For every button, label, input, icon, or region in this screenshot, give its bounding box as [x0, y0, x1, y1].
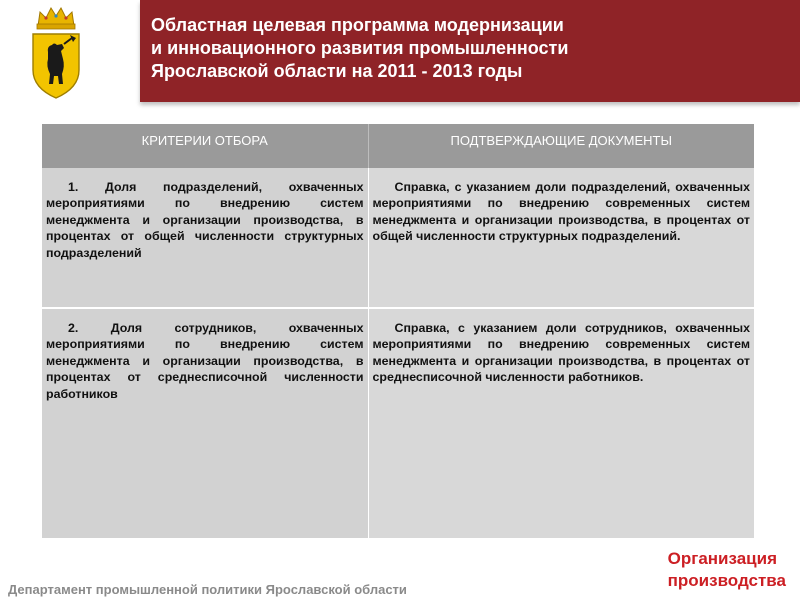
table-row	[42, 308, 754, 538]
criteria-table	[42, 124, 754, 538]
footer-department: Департамент промышленной политики Ярославской области	[8, 582, 407, 597]
document-cell	[368, 168, 754, 308]
table-row	[42, 168, 754, 308]
criterion-cell	[42, 308, 368, 538]
header-bar	[140, 0, 800, 102]
section-label-line-1: Организация	[667, 549, 778, 568]
section-label-line-2: производства	[667, 571, 786, 590]
section-label	[668, 548, 786, 592]
page-title	[151, 14, 790, 83]
document-text: Справка, с указанием доли подразделений, охваченных мероприятиями по внедрению современных систем менеджмента и организации производства, в процентах от общей численности структурных подразделений.	[372, 180, 750, 244]
criterion-text: 2. Доля сотрудников, охваченных мероприятиями по внедрению систем менеджмента и организации производства, в процентах от среднесписочной численности работников	[46, 321, 364, 401]
criteria-table-container	[42, 124, 754, 538]
title-line-2: и инновационного развития промышленности	[151, 38, 569, 58]
column-header-documents: ПОДТВЕРЖДАЮЩИЕ ДОКУМЕНТЫ	[368, 124, 754, 168]
coat-of-arms-icon	[30, 4, 82, 100]
column-header-criteria: КРИТЕРИИ ОТБОРА	[42, 124, 368, 168]
document-cell	[368, 308, 754, 538]
criterion-text: 1. Доля подразделений, охваченных мероприятиями по внедрению систем менеджмента и организации производства, в процентах от общей численности структурных подразделений	[46, 180, 364, 260]
document-text: Справка, с указанием доли сотрудников, охваченных мероприятиями по внедрению современных систем менеджмента и организации производства, в процентах от среднесписочной численности работников.	[372, 321, 750, 385]
title-line-1: Областная целевая программа модернизации	[151, 15, 564, 35]
title-line-3: Ярославской области на 2011 - 2013 годы	[151, 61, 523, 81]
table-header-row	[42, 124, 754, 168]
criterion-cell	[42, 168, 368, 308]
